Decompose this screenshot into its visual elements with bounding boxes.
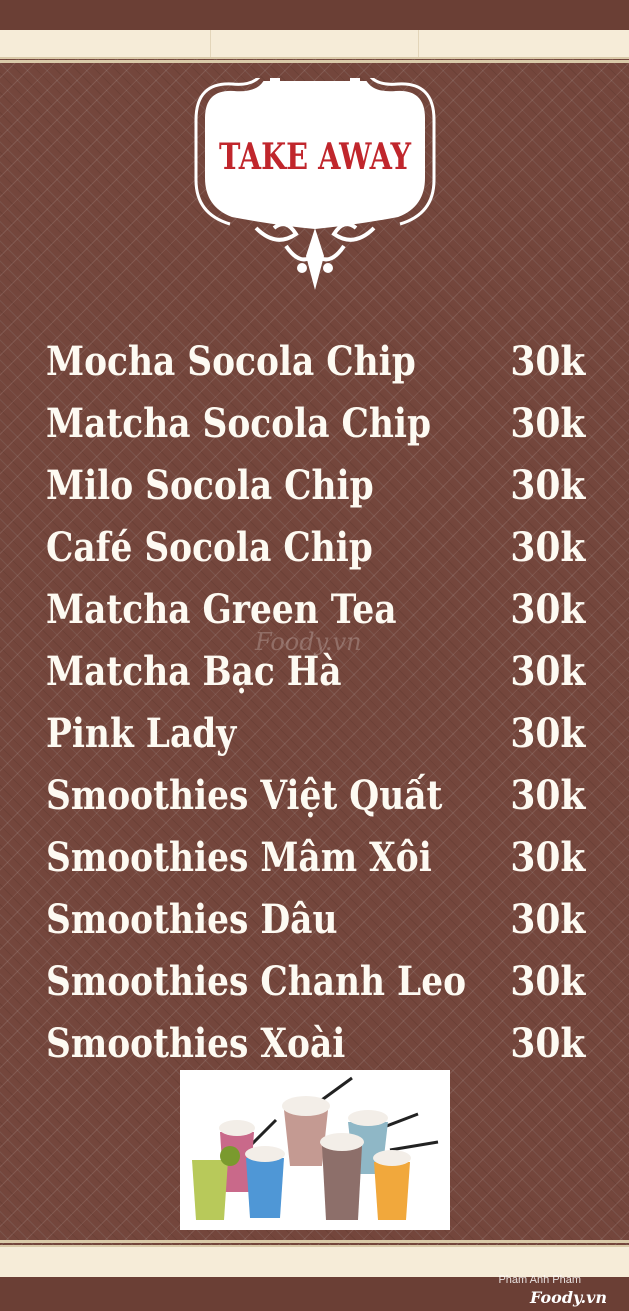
item-price: 30k	[509, 1020, 585, 1067]
menu-row	[46, 460, 591, 522]
item-name: Mocha Socola Chip	[46, 338, 416, 385]
watermark: Foody.vn	[255, 628, 362, 656]
top-border-cream	[0, 30, 629, 59]
item-name: Smoothies Mâm Xôi	[46, 834, 432, 881]
item-price: 30k	[509, 524, 585, 571]
item-name: Milo Socola Chip	[46, 462, 374, 509]
item-price: 30k	[509, 462, 585, 509]
item-name: Matcha Green Tea	[46, 586, 397, 633]
item-price: 30k	[509, 400, 585, 447]
menu-row	[46, 956, 591, 1018]
item-price: 30k	[509, 648, 585, 695]
menu-row	[46, 522, 591, 584]
item-price: 30k	[509, 710, 585, 757]
item-name: Pink Lady	[46, 710, 237, 757]
page-title: TAKE AWAY	[218, 136, 412, 178]
menu-list	[46, 336, 591, 1080]
item-name: Smoothies Chanh Leo	[46, 958, 467, 1005]
bottom-border-line	[0, 1240, 629, 1243]
item-price: 30k	[509, 772, 585, 819]
item-name: Matcha Socola Chip	[46, 400, 432, 447]
menu-row	[46, 770, 591, 832]
menu-row	[46, 832, 591, 894]
top-border-line	[0, 60, 629, 63]
item-price: 30k	[509, 586, 585, 633]
item-name: Smoothies Dâu	[46, 896, 338, 943]
menu-row	[46, 708, 591, 770]
item-price: 30k	[509, 834, 585, 881]
brand-watermark: Foody.vn	[530, 1288, 607, 1307]
item-price: 30k	[509, 896, 585, 943]
smoothie-glasses-icon	[180, 1070, 450, 1230]
item-name: Matcha Bạc Hà	[46, 648, 342, 695]
menu-row	[46, 398, 591, 460]
drinks-photo	[180, 1070, 450, 1230]
item-name: Smoothies Việt Quất	[46, 772, 443, 819]
photo-credit: Pham Anh Pham	[498, 1274, 581, 1286]
menu-row	[46, 336, 591, 398]
title-badge	[186, 78, 444, 290]
item-price: 30k	[509, 958, 585, 1005]
ornament-frame-icon	[186, 78, 444, 290]
top-border-dark	[0, 0, 629, 30]
menu-row	[46, 894, 591, 956]
item-price: 30k	[509, 338, 585, 385]
item-name: Smoothies Xoài	[46, 1020, 346, 1067]
item-name: Café Socola Chip	[46, 524, 373, 571]
bottom-border-cream	[0, 1245, 629, 1277]
